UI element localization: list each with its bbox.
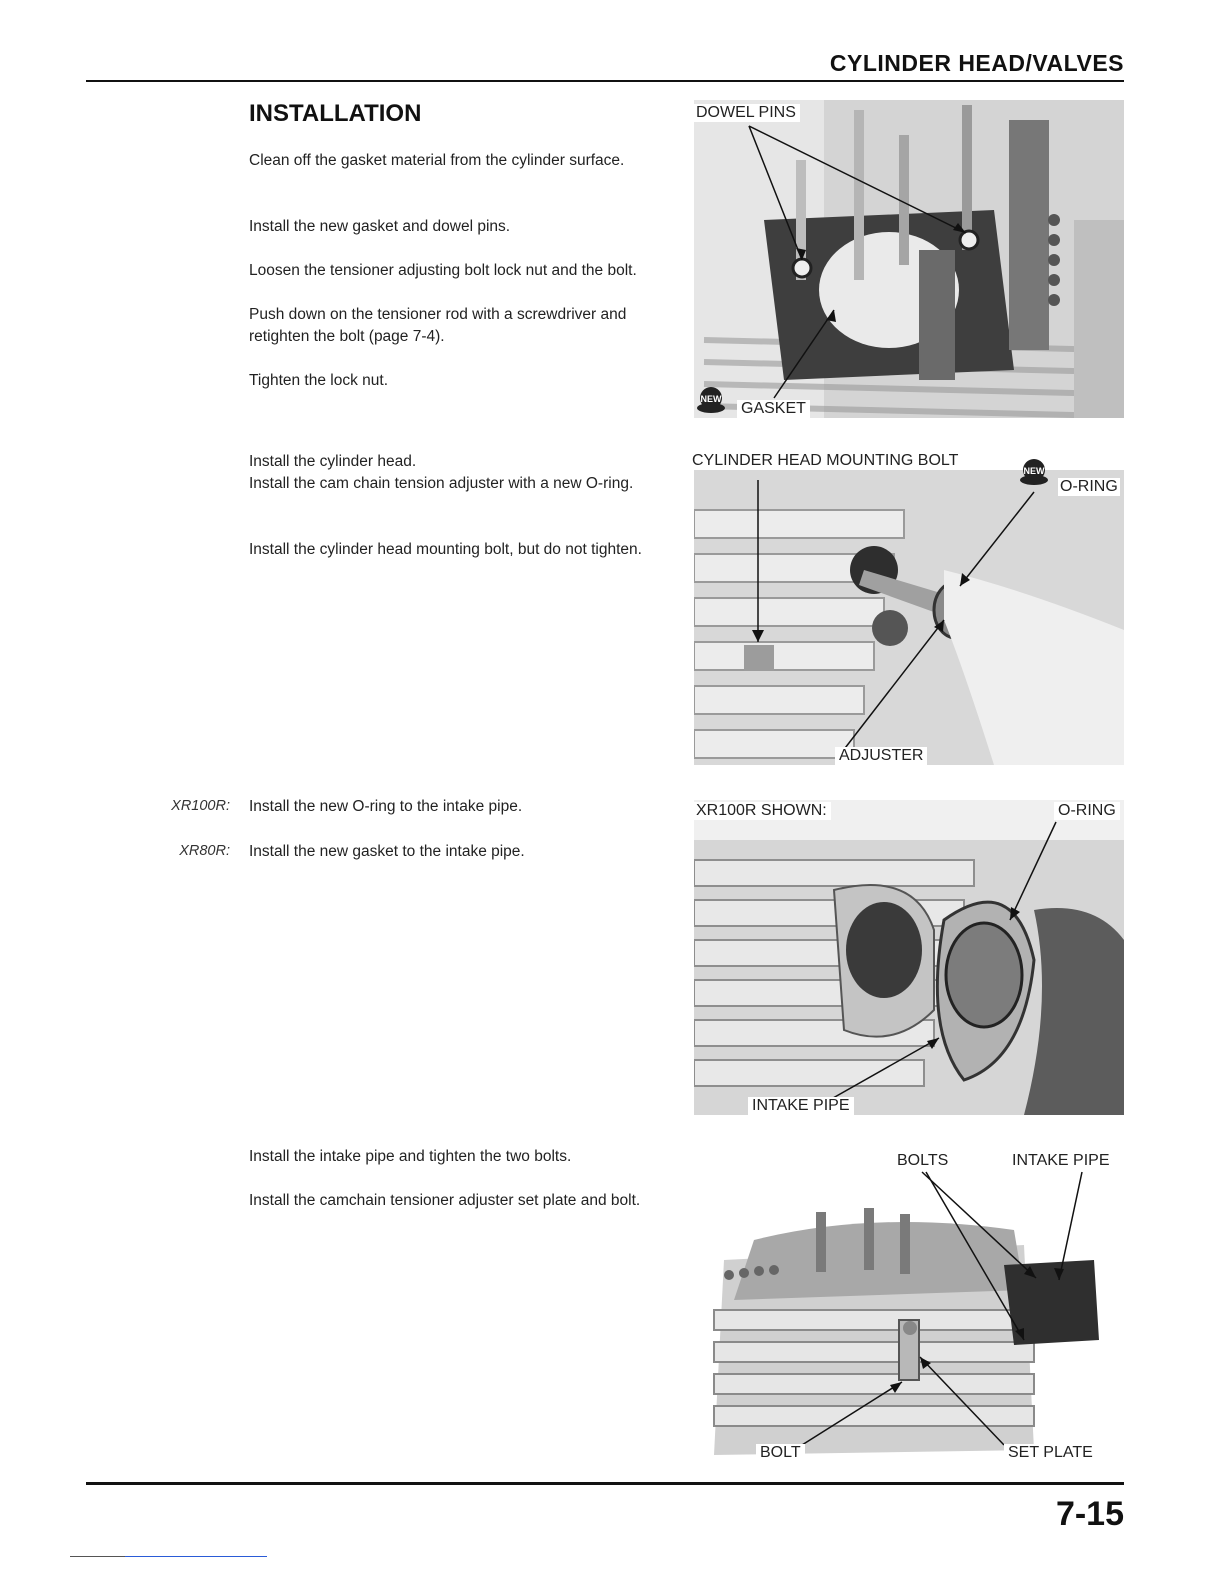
callout-intake-pipe: INTAKE PIPE — [748, 1097, 854, 1115]
step-install-head: Install the cylinder head. — [249, 453, 417, 470]
section-title: CYLINDER HEAD/VALVES — [829, 50, 1124, 76]
step-loosen-tensioner: Loosen the tensioner adjusting bolt lock nut and the bolt. — [249, 262, 637, 279]
model-label-xr80r: XR80R: — [179, 843, 230, 859]
new-part-icon — [1018, 458, 1052, 491]
step-install-adjuster: Install the cam chain tension adjuster with a new O-ring. — [249, 475, 634, 492]
callout-bolt: BOLT — [756, 1444, 805, 1462]
figure-tension-adjuster — [694, 470, 1124, 765]
figure-intake-pipe-oring-drawing — [694, 800, 1124, 1115]
new-part-icon — [695, 386, 729, 419]
callout-intake-pipe-set: INTAKE PIPE — [1012, 1152, 1110, 1169]
step-clean-gasket: Clean off the gasket material from the cylinder surface. — [249, 152, 625, 169]
figure-cylinder-gasket-drawing — [694, 100, 1124, 418]
footer-edge-line — [70, 1556, 125, 1557]
footer-link-line — [125, 1556, 267, 1557]
step-install-set-plate: Install the camchain tensioner adjuster set plate and bolt. — [249, 1192, 641, 1209]
step-push-tensioner: Push down on the tensioner rod with a screwdriver and retighten the bolt (page 7-4). — [249, 306, 627, 345]
figure-intake-set-plate — [694, 1150, 1124, 1463]
callout-dowel-pins: DOWEL PINS — [692, 104, 800, 122]
page-number: 7-15 — [1055, 1495, 1124, 1533]
callout-o-ring-intake: O-RING — [1054, 802, 1120, 820]
figure-intake-set-plate-drawing — [694, 1150, 1124, 1463]
callout-xr100r-shown: XR100R SHOWN: — [692, 802, 831, 820]
figure-tension-adjuster-drawing — [694, 470, 1124, 765]
step-install-gasket: Install the new gasket and dowel pins. — [249, 218, 511, 235]
step-tighten-lock-nut: Tighten the lock nut. — [249, 372, 389, 389]
footer-rule — [86, 1482, 1124, 1485]
callout-o-ring-adjuster: O-RING — [1060, 478, 1118, 495]
figure-cylinder-gasket — [694, 100, 1124, 418]
step-install-intake-pipe: Install the intake pipe and tighten the two bolts. — [249, 1148, 572, 1165]
callout-adjuster: ADJUSTER — [835, 747, 927, 765]
callout-bolts: BOLTS — [897, 1152, 949, 1169]
step-install-gasket-intake: Install the new gasket to the intake pipe. — [249, 843, 525, 860]
new-icon-label: NEW — [700, 394, 722, 404]
installation-heading: INSTALLATION — [249, 100, 422, 127]
figure-intake-pipe-oring — [694, 800, 1124, 1115]
callout-set-plate: SET PLATE — [1004, 1444, 1097, 1462]
callout-mounting-bolt: CYLINDER HEAD MOUNTING BOLT — [692, 452, 962, 470]
step-install-oring-intake: Install the new O-ring to the intake pipe. — [249, 798, 523, 815]
step-install-mounting-bolt: Install the cylinder head mounting bolt, but do not tighten. — [249, 541, 642, 558]
model-label-xr100r: XR100R: — [171, 798, 230, 814]
callout-gasket: GASKET — [737, 400, 810, 418]
new-icon-label: NEW — [1023, 466, 1045, 476]
header-rule — [86, 80, 1124, 82]
